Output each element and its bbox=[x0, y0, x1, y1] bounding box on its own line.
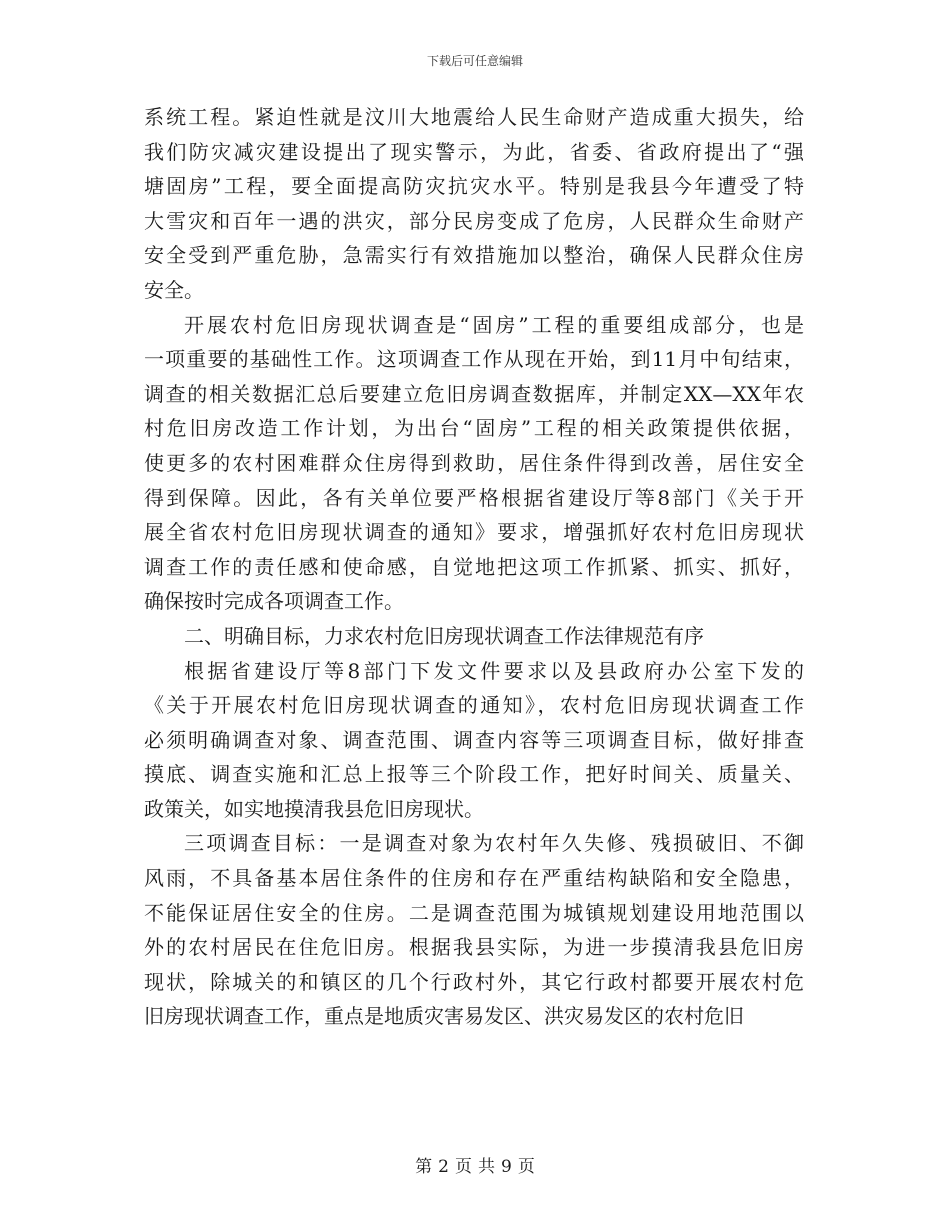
paragraph-line: 风雨，不具备基本居住条件的住房和存在严重结构缺陷和安全隐患， bbox=[144, 866, 804, 891]
paragraph-line: 开展农村危旧房现状调查是“固房”工程的重要组成部分，也是 bbox=[184, 312, 804, 337]
paragraph-line: 我们防灾减灾建设提出了现实警示，为此，省委、省政府提出了“强 bbox=[144, 139, 804, 164]
paragraph-line: 外的农村居民在住危旧房。根据我县实际，为进一步摸清我县危旧房 bbox=[144, 935, 804, 960]
paragraph-line: 不能保证居住安全的住房。二是调查范围为城镇规划建设用地范围以 bbox=[144, 900, 804, 925]
paragraph-line: 使更多的农村困难群众住房得到救助，居住条件得到改善，居住安全 bbox=[144, 450, 804, 475]
footer-prefix: 第 bbox=[415, 1157, 433, 1177]
paragraph-line: 展全省农村危旧房现状调查的通知》要求，增强抓好农村危旧房现状 bbox=[144, 520, 804, 545]
paragraph-line: 确保按时完成各项调查工作。 bbox=[144, 589, 404, 614]
paragraph-line: 塘固房”工程，要全面提高防灾抗灾水平。特别是我县今年遭受了特 bbox=[144, 174, 804, 199]
page-header-note: 下载后可任意编辑 bbox=[426, 54, 523, 68]
paragraph-line: 《关于开展农村危旧房现状调查的通知》，农村危旧房现状调查工作 bbox=[144, 693, 804, 718]
paragraph-line: 调查工作的责任感和使命感，自觉地把这项工作抓紧、抓实、抓好， bbox=[144, 554, 804, 579]
footer-total-word: 共 bbox=[478, 1157, 495, 1177]
paragraph bbox=[144, 619, 804, 654]
paragraph-line: 安全。 bbox=[144, 277, 204, 302]
paragraph-line: 根据省建设厅等8部门下发文件要求以及县政府办公室下发的 bbox=[184, 658, 804, 683]
footer-suffix: 页 bbox=[517, 1157, 535, 1177]
footer-page-word: 页 bbox=[455, 1157, 472, 1177]
paragraph-line: 得到保障。因此，各有关单位要严格根据省建设厅等8部门《关于开 bbox=[144, 485, 804, 510]
paragraph-line: 政策关，如实地摸清我县危旧房现状。 bbox=[144, 796, 484, 821]
paragraph-line: 三项调查目标：一是调查对象为农村年久失修、残损破旧、不御 bbox=[184, 831, 804, 856]
paragraph-line: 系统工程。紧迫性就是汶川大地震给人民生命财产造成重大损失，给 bbox=[144, 105, 804, 129]
paragraph bbox=[144, 308, 804, 619]
paragraph-line: 调查的相关数据汇总后要建立危旧房调查数据库，并制定XX—XX年农 bbox=[144, 381, 804, 406]
paragraph-line: 现状，除城关的和镇区的几个行政村外，其它行政村都要开展农村危 bbox=[144, 969, 804, 994]
page-footer bbox=[0, 1152, 950, 1177]
paragraph-line: 摸底、调查实施和汇总上报等三个阶段工作，把好时间关、质量关、 bbox=[144, 762, 804, 787]
footer-total-pages: 9 bbox=[501, 1157, 512, 1177]
paragraph-line: 一项重要的基础性工作。这项调查工作从现在开始，到11月中旬结束， bbox=[144, 347, 804, 372]
document-body bbox=[144, 100, 804, 1034]
paragraph-line: 安全受到严重危胁，急需实行有效措施加以整治，确保人民群众住房 bbox=[144, 243, 804, 268]
paragraph-line: 大雪灾和百年一遇的洪灾，部分民房变成了危房，人民群众生命财产 bbox=[144, 208, 804, 233]
paragraph-line: 必须明确调查对象、调查范围、调查内容等三项调查目标，做好排查 bbox=[144, 727, 804, 752]
paragraph bbox=[144, 100, 804, 308]
paragraph bbox=[144, 826, 804, 1034]
paragraph bbox=[144, 654, 804, 827]
footer-current-page: 2 bbox=[438, 1157, 449, 1177]
paragraph-line: 村危旧房改造工作计划，为出台“固房”工程的相关政策提供依据， bbox=[144, 416, 804, 441]
paragraph-line: 二、明确目标，力求农村危旧房现状调查工作法律规范有序 bbox=[184, 623, 704, 648]
paragraph-line: 旧房现状调查工作，重点是地质灾害易发区、洪灾易发区的农村危旧 bbox=[144, 1004, 744, 1029]
